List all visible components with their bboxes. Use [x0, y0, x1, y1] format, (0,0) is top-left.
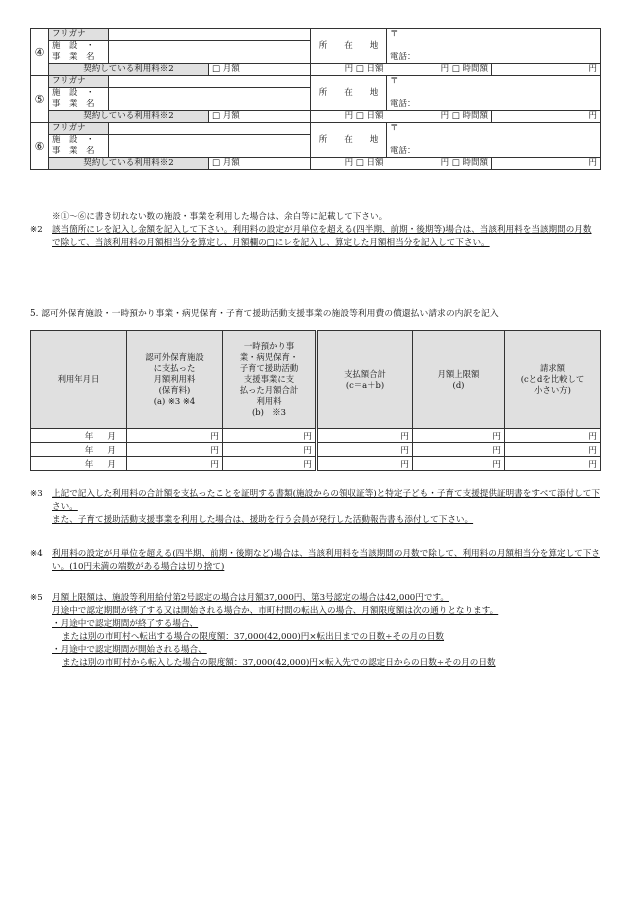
monthly-option[interactable]: □ 月額	[209, 158, 311, 170]
header-line: 小さい方)	[534, 385, 571, 395]
daily-yen[interactable]: 円 □ 時間額	[387, 158, 492, 170]
note-5-line-1: 月額上限額は、施設等利用給付第2号認定の場合は月額37,000円、第3号認定の場合は42,000円です。	[52, 593, 449, 603]
table-row	[31, 443, 601, 457]
furigana-label: フリガナ	[49, 76, 109, 88]
monthly-fee-cell[interactable]: 円	[127, 429, 223, 443]
furigana-input[interactable]	[109, 29, 311, 41]
header-line: に支払った	[153, 363, 196, 373]
facility-name-label-2: 事 業 名	[49, 146, 109, 158]
postal-mark[interactable]: 〒	[387, 29, 601, 41]
header-line: 利用料	[256, 396, 282, 406]
header-line: (cとdを比較して	[520, 374, 585, 384]
header-temp-care-fee	[223, 331, 317, 429]
monthly-yen: 円 □ 日額	[311, 158, 387, 170]
note-2-mark: ※2	[30, 225, 43, 235]
note-3	[30, 488, 600, 527]
hourly-yen[interactable]: 円	[492, 64, 601, 76]
facility-name-label: 施 設 ・	[49, 88, 109, 100]
note-5-bullet-2: ・月途中で認定期間が開始される場合、	[52, 645, 207, 655]
facility-name-input[interactable]	[109, 135, 311, 158]
facility-number: ④	[31, 29, 49, 76]
hourly-yen[interactable]: 円	[492, 111, 601, 123]
header-line: 支援事業に支	[243, 374, 295, 384]
header-line: 月額利用料	[153, 374, 196, 384]
note-4-text: 利用料の設定が月単位を超える(四半期、前期・後期など)場合は、当該利用料を当該期間の月数で除して、利用料の月額相当分を算定して下さい。(10円未満の端数がある場合は切り捨て)	[52, 549, 600, 572]
note-2	[30, 224, 600, 250]
address-input[interactable]	[387, 135, 601, 147]
note-4	[30, 548, 600, 574]
monthly-limit-cell[interactable]: 円	[413, 443, 505, 457]
total-paid-cell[interactable]: 円	[317, 443, 413, 457]
claim-amount-cell[interactable]: 円	[505, 429, 601, 443]
claim-amount-cell[interactable]: 円	[505, 443, 601, 457]
header-line: 業・病児保育・	[239, 352, 299, 362]
monthly-option[interactable]: □ 月額	[209, 111, 311, 123]
monthly-fee-cell[interactable]: 円	[127, 457, 223, 471]
temp-care-fee-cell[interactable]: 円	[223, 457, 317, 471]
monthly-yen: 円 □ 日額	[311, 64, 387, 76]
facility-name-label-2: 事 業 名	[49, 52, 109, 64]
temp-care-fee-cell[interactable]: 円	[223, 429, 317, 443]
phone-label[interactable]: 電話：	[387, 146, 601, 158]
usage-month-cell[interactable]: 年 月	[31, 443, 127, 457]
reimbursement-table	[30, 330, 601, 471]
facility-name-input[interactable]	[109, 88, 311, 111]
furigana-input[interactable]	[109, 123, 311, 135]
usage-month-cell[interactable]: 年 月	[31, 429, 127, 443]
contract-fee-label: 契約している利用料※2	[49, 158, 209, 170]
furigana-label: フリガナ	[49, 29, 109, 41]
temp-care-fee-cell[interactable]: 円	[223, 443, 317, 457]
header-total-paid	[317, 331, 413, 429]
total-paid-cell[interactable]: 円	[317, 457, 413, 471]
note-5-bullet-2-detail: または別の市町村から転入した場合の限度額：37,000(42,000)円×転入先での認定日からの日数÷その月の日数	[62, 658, 496, 668]
table-row	[31, 457, 601, 471]
header-line: 請求額	[539, 363, 566, 373]
facility-number: ⑥	[31, 123, 49, 170]
note-1	[30, 211, 600, 224]
postal-mark[interactable]: 〒	[387, 76, 601, 88]
facility-name-label-2: 事 業 名	[49, 99, 109, 111]
header-monthly-limit	[413, 331, 505, 429]
furigana-input[interactable]	[109, 76, 311, 88]
facility-name-label: 施 設 ・	[49, 41, 109, 53]
note-3-text-2: また、子育て援助活動支援事業を利用した場合は、援助を行う会員が発行した活動報告書も添付して下さい。	[52, 515, 474, 525]
header-line: (b) ※3	[252, 407, 286, 417]
facility-table	[30, 28, 601, 170]
header-line: 認可外保育施設	[145, 352, 204, 362]
address-label: 所 在 地	[311, 29, 387, 64]
note-3-mark: ※3	[30, 489, 43, 499]
header-line: (d)	[452, 379, 465, 390]
header-line: 月額上限額	[437, 368, 480, 379]
monthly-fee-cell[interactable]: 円	[127, 443, 223, 457]
header-claim-amount	[505, 331, 601, 429]
postal-mark[interactable]: 〒	[387, 123, 601, 135]
claim-amount-cell[interactable]: 円	[505, 457, 601, 471]
note-5-line-2: 月途中で認定期間が終了する又は開始される場合か、市町村間の転出入の場合、月額限度額は次の通りとなります。	[52, 606, 499, 616]
header-line: (c＝a＋b)	[345, 379, 385, 390]
table-row	[31, 429, 601, 443]
address-label: 所 在 地	[311, 76, 387, 111]
monthly-limit-cell[interactable]: 円	[413, 457, 505, 471]
monthly-limit-cell[interactable]: 円	[413, 429, 505, 443]
facility-name-label: 施 設 ・	[49, 135, 109, 147]
header-line: 子育て援助活動	[239, 363, 299, 373]
header-line: 一時預かり事	[243, 341, 295, 351]
header-usage-date: 利用年月日	[31, 331, 127, 429]
note-2-text: 該当箇所にレを記入し金額を記入して下さい。利用料の設定が月単位を超える(四半期、前期・後期等)場合は、当該利用料を当該期間の月数で除して、当該利用料の月額相当分を算定し、月額欄の□にレを記入し、算定した月額相当分を記入して下さい。	[52, 225, 592, 248]
note-5-bullet-1: ・月途中で認定期間が終了する場合、	[52, 619, 199, 629]
phone-label[interactable]: 電話：	[387, 99, 601, 111]
contract-fee-label: 契約している利用料※2	[49, 64, 209, 76]
header-monthly-fee	[127, 331, 223, 429]
facility-name-input[interactable]	[109, 41, 311, 64]
section-5-title: 5. 認可外保育施設・一時預かり事業・病児保育・子育て援助活動支援事業の施設等利用費の償還払い請求の内訳を記入	[30, 309, 499, 319]
total-paid-cell[interactable]: 円	[317, 429, 413, 443]
header-line: (保育料)	[158, 385, 191, 395]
phone-label[interactable]: 電話：	[387, 52, 601, 64]
monthly-yen: 円 □ 日額	[311, 111, 387, 123]
address-label: 所 在 地	[311, 123, 387, 158]
usage-month-cell[interactable]: 年 月	[31, 457, 127, 471]
daily-yen[interactable]: 円 □ 時間額	[387, 111, 492, 123]
furigana-label: フリガナ	[49, 123, 109, 135]
header-line: 支払額合計	[344, 368, 386, 379]
note-5-bullet-1-detail: または別の市町村へ転出する場合の限度額：37,000(42,000)円×転出日までの日数÷その月の日数	[62, 632, 445, 642]
note-4-mark: ※4	[30, 549, 43, 559]
header-line: 払った月額合計	[239, 385, 299, 395]
contract-fee-label: 契約している利用料※2	[49, 111, 209, 123]
daily-yen[interactable]: 円 □ 時間額	[387, 64, 492, 76]
hourly-yen[interactable]: 円	[492, 158, 601, 170]
monthly-option[interactable]: □ 月額	[209, 64, 311, 76]
note-1-text: ※①～⑥に書き切れない数の施設・事業を利用した場合は、余白等に記載して下さい。	[52, 212, 388, 222]
header-line: (a) ※3 ※4	[153, 396, 196, 406]
address-input[interactable]	[387, 88, 601, 100]
note-3-text: 上記で記入した利用料の合計額を支払ったことを証明する書類(施設からの領収証等)と特定子ども・子育て支援提供証明書をすべて添付して下さい。	[52, 489, 600, 512]
address-input[interactable]	[387, 41, 601, 53]
note-5	[30, 592, 600, 670]
note-5-mark: ※5	[30, 593, 43, 603]
facility-number: ⑤	[31, 76, 49, 123]
